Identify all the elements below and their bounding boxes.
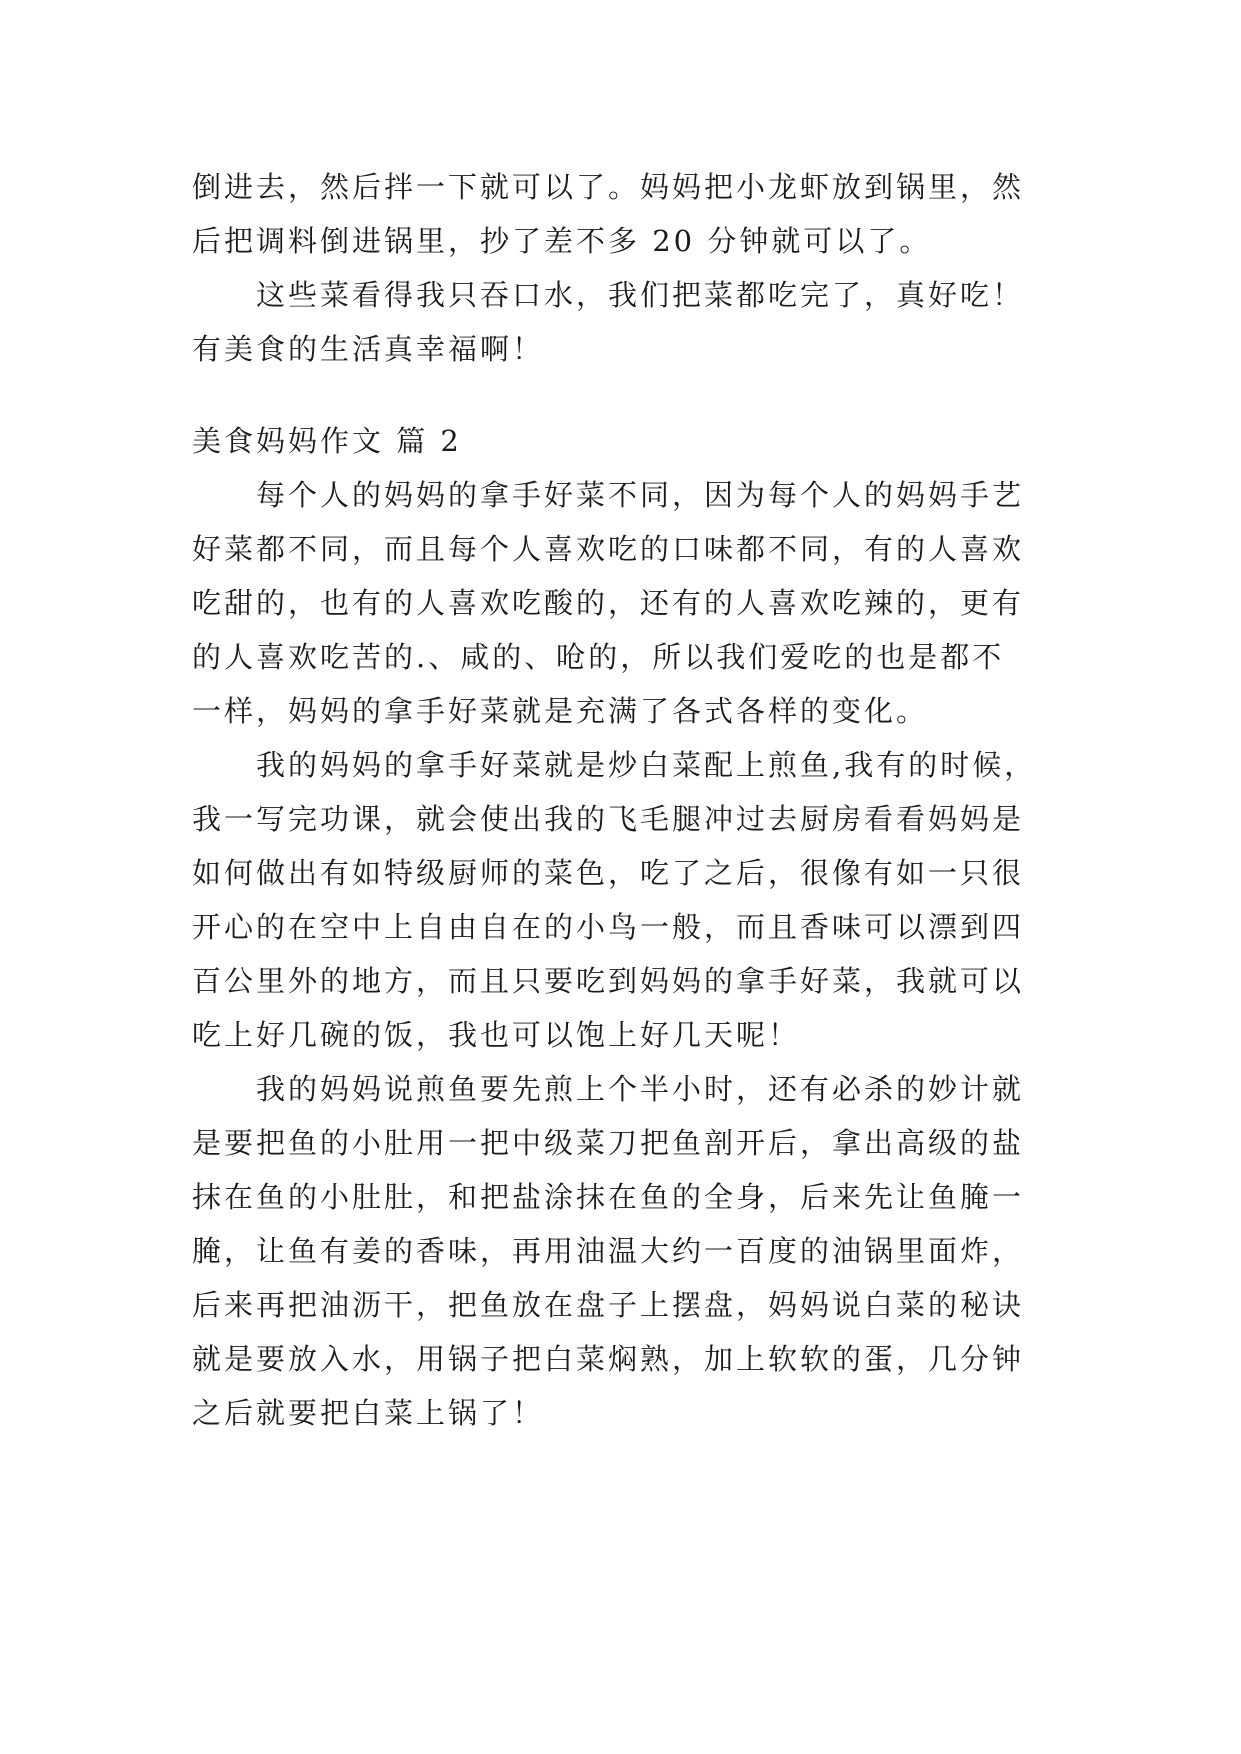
closing-paragraph xyxy=(192,268,1052,376)
paragraph-line: 腌，让鱼有姜的香味，再用油温大约一百度的油锅里面炸， xyxy=(192,1234,1025,1268)
paragraph-3 xyxy=(192,1062,1052,1440)
paragraph-line: 倒进去，然后拌一下就可以了。妈妈把小龙虾放到锅里，然 xyxy=(192,170,1025,204)
paragraph-line: 我的妈妈说煎鱼要先煎上个半小时，还有必杀的妙计就 xyxy=(256,1072,1025,1106)
section-title: 美食妈妈作文 篇 2 xyxy=(192,424,462,458)
paragraph-line: 之后就要把白菜上锅了！ xyxy=(192,1396,545,1430)
section-heading xyxy=(192,414,1052,468)
paragraph-line: 有美食的生活真幸福啊！ xyxy=(192,332,545,366)
paragraph-2 xyxy=(192,738,1052,1062)
paragraph-line: 就是要放入水，用锅子把白菜焖熟，加上软软的蛋，几分钟 xyxy=(192,1342,1025,1376)
paragraph-line: 一样，妈妈的拿手好菜就是充满了各式各样的变化。 xyxy=(192,694,929,728)
document-body xyxy=(192,160,1052,1440)
paragraph-line: 我一写完功课，就会使出我的飞毛腿冲过去厨房看看妈妈是 xyxy=(192,802,1025,836)
paragraph-line: 好菜都不同，而且每个人喜欢吃的口味都不同，有的人喜欢 xyxy=(192,532,1025,566)
paragraph-line: 的人喜欢吃苦的.、咸的、呛的，所以我们爱吃的也是都不 xyxy=(192,640,1005,674)
paragraph-1 xyxy=(192,468,1052,738)
paragraph-line: 百公里外的地方，而且只要吃到妈妈的拿手好菜，我就可以 xyxy=(192,964,1025,998)
paragraph-line: 抹在鱼的小肚肚，和把盐涂抹在鱼的全身，后来先让鱼腌一 xyxy=(192,1180,1025,1214)
paragraph-line: 后把调料倒进锅里，抄了差不多 20 分钟就可以了。 xyxy=(192,224,932,258)
paragraph-line: 每个人的妈妈的拿手好菜不同，因为每个人的妈妈手艺 xyxy=(256,478,1025,512)
paragraph-line: 这些菜看得我只吞口水，我们把菜都吃完了，真好吃！ xyxy=(256,278,1025,312)
paragraph-line: 如何做出有如特级厨师的菜色，吃了之后，很像有如一只很 xyxy=(192,856,1025,890)
paragraph-line: 吃上好几碗的饭，我也可以饱上好几天呢！ xyxy=(192,1018,801,1052)
paragraph-line: 我的妈妈的拿手好菜就是炒白菜配上煎鱼,我有的时候， xyxy=(256,748,1037,782)
paragraph-line: 是要把鱼的小肚用一把中级菜刀把鱼剖开后，拿出高级的盐 xyxy=(192,1126,1025,1160)
paragraph-line: 后来再把油沥干，把鱼放在盘子上摆盘，妈妈说白菜的秘诀 xyxy=(192,1288,1025,1322)
paragraph-line: 吃甜的，也有的人喜欢吃酸的，还有的人喜欢吃辣的，更有 xyxy=(192,586,1025,620)
continuation-paragraph xyxy=(192,160,1052,268)
paragraph-line: 开心的在空中上自由自在的小鸟一般，而且香味可以漂到四 xyxy=(192,910,1025,944)
